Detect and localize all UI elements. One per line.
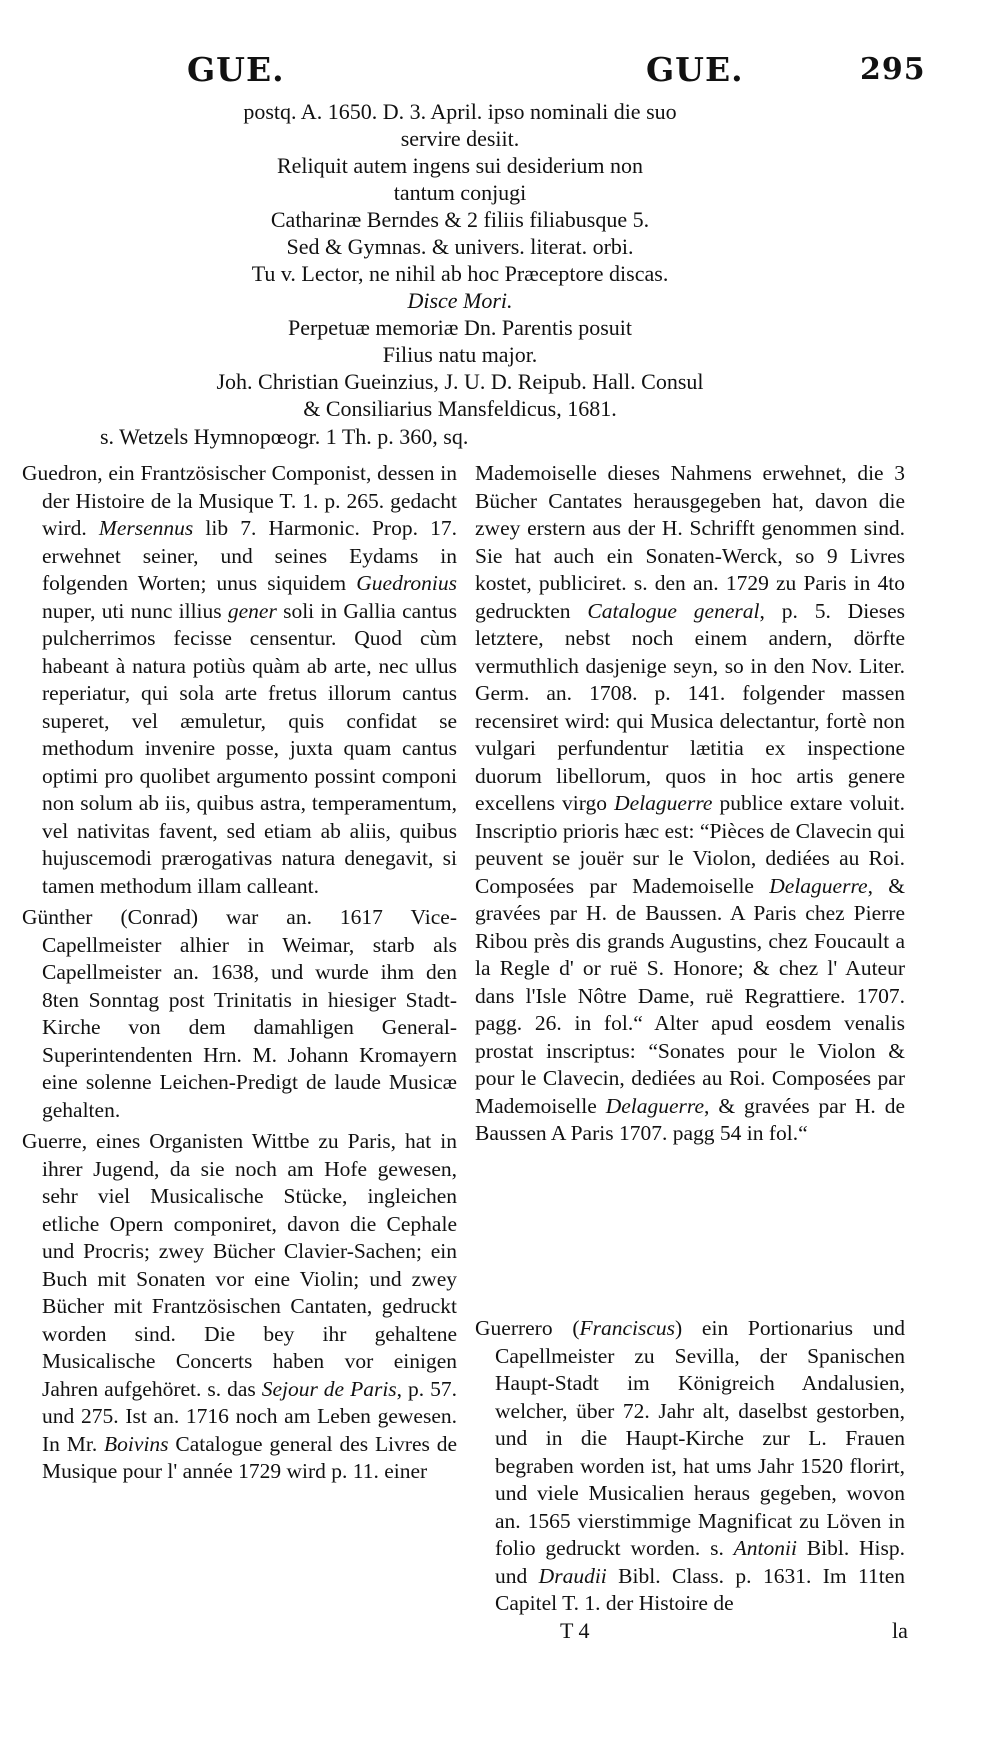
epitaph-block xyxy=(110,98,810,422)
entry-gunther xyxy=(22,904,457,1124)
epitaph-line: Perpetuæ memoriæ Dn. Parentis posuit xyxy=(287,315,633,340)
entry-text: , & gravées par H. de Baussen A Paris 1707. pagg 54 in fol.“ xyxy=(475,1093,905,1145)
entry-guerre-continued xyxy=(475,460,905,1148)
entry-guerre xyxy=(22,1128,457,1486)
entry-text: Bibl. Hisp. und xyxy=(495,1536,906,1588)
entry-text: Mademoiselle dieses Nahmens erwehnet, die 3 Bücher Cantates herausgegeben hat, davon die zwey erstern aus der H. Schrifft genommen sind. Sie hat auch ein Sonaten-Werck, so 9 Livres kostet, publiciret. s. den an. 1729 zu Paris in 4to gedruckten xyxy=(475,461,905,623)
entry-italic: Boivins xyxy=(104,1431,169,1456)
reference-line: s. Wetzels Hymnopœogr. 1 Th. p. 360, sq. xyxy=(100,424,469,449)
entry-italic: Guedronius xyxy=(356,571,457,595)
entry-text: (Conrad) war an. 1617 Vice-Capellmeister alhier in Weimar, starb als Capellmeister an. 1638, und wurde ihm den 8ten Sonntag post Trinitatis in hiesiger Stadt-Kirche von dem damahligen General-Superintendenten Hrn. M. Johann Kromayern eine solenne Leichen-Predigt de laude Musicæ gehalten. xyxy=(42,905,457,1122)
entry-italic: Mersennus xyxy=(98,516,194,540)
entry-italic: Delaguerre xyxy=(614,791,713,815)
signature-mark: T 4 xyxy=(560,1618,590,1643)
entry-guedron xyxy=(22,460,457,900)
entry-text: nuper, uti nunc illius xyxy=(42,598,228,623)
entry-text: , eines Organisten Wittbe zu Paris, hat in ihrer Jugend, da sie noch am Hofe gewesen, sehr viel Musicalische Stücke, ingleichen etliche Opern componiret, davon die Cephale und Procris; zwey Bücher Clavier-Sachen; ein Buch mit Sonaten vor eine Violin; und zwey Bücher mit Frantzösischen Cantaten, gedruckt worden sind. Die bey ihr gehaltene Musicalische Concerts haben vor einigen Jahren aufgehöret. s. das xyxy=(42,1129,457,1401)
entry-text: , p. 5. Dieses letztere, nebst noch einem andern, dörfte vermuthlich dasjenige seyn, so in den Nov. Liter. Germ. an. 1708. p. 141. folgender massen recensiret wird: qui Musica delectantur, fortè non vulgari perfundentur lætitia ex inspectione duorum libellorum, quos in hoc artis genere excellens virgo xyxy=(475,598,905,815)
epitaph-line: Catharinæ Berndes & 2 filiis filiabusque 5. xyxy=(270,207,650,232)
entry-italic: Sejour de Paris xyxy=(261,1376,397,1401)
entry-text: publice extare voluit. Inscriptio prioris hæc est: “Pièces de Clavecin qui peuvent se jouër sur le Violon, dediées au Roi. Composées par Mademoiselle xyxy=(475,791,905,898)
epitaph-line: Joh. Christian Gueinzius, J. U. D. Reipub. Hall. Consul xyxy=(216,369,704,394)
epitaph-line: & Consiliarius Mansfeldicus, 1681. xyxy=(303,396,617,421)
entry-italic: Draudii xyxy=(538,1563,607,1588)
entry-italic: Catalogue general xyxy=(587,598,760,623)
lemma-gunther: Günther xyxy=(22,905,93,929)
entry-guerrero: Guerrero (Franciscus) ein Portionarius und Capellmeister zu Sevilla, der Spanischen Haupt-Stadt im Königreich Andalusien, welcher, über 72. Jahr alt, daselbst gestorben, und in die Haupt-Kirche zur L. Frauen begraben worden ist, hat ums Jahr 1520 florirt, und viele Musicalien heraus gegeben, wovon an. 1565 vierstimmige Magnificat zu Löven in folio gedruckt worden. s. Antonii Bibl. Hisp. und Draudii Bibl. Class. p. 1631. Im 11ten Capitel T. 1. der Histoire de xyxy=(475,1316,906,1615)
epitaph-line: postq. A. 1650. D. 3. April. ipso nominali die suo xyxy=(243,99,677,124)
lemma-guerrero: Guerrero xyxy=(475,1316,553,1340)
entry-text: ein Portionarius und Capellmeister zu Sevilla, der Spanischen Haupt-Stadt im Königreich Andalusien, welcher, über 72. Jahr alt, daselbst gestorben, und in die Haupt-Kirche zur L. Frauen begraben worden ist, hat ums Jahr 1520 florirt, und viele Musicalien heraus gegeben, wovon an. 1565 vierstimmige Magnificat zu Löven in folio gedruckt worden. s. xyxy=(495,1316,905,1560)
epitaph-line: Tu v. Lector, ne nihil ab hoc Præceptore discas. xyxy=(251,261,669,286)
epitaph-line: tantum conjugi xyxy=(393,180,527,205)
lemma-guedron: Guedron xyxy=(22,461,98,485)
catchword: la xyxy=(892,1618,908,1643)
right-column xyxy=(475,460,905,1148)
entry-text: , & gravées par H. de Baussen. A Paris chez Pierre Ribou près dis grands Augustins, chez Foucault a la Regle d' or ruë S. Honore; & chez l' Auteur dans l'Isle Nôtre Dame, ruë Regrattiere. 1707. pagg. 26. in fol.“ Alter apud eosdem venalis prostat inscriptus: “Sonates pour le Violon & pour le Clavecin, dediées au Roi. Composées par Mademoiselle xyxy=(475,873,905,1118)
entry-italic: Franciscus xyxy=(579,1316,676,1340)
entry-text: Bibl. Class. p. 1631. Im 11ten Capitel T. 1. der Histoire de xyxy=(495,1563,905,1615)
epitaph-disce-mori: Disce Mori. xyxy=(407,288,513,313)
entry-italic: Antonii xyxy=(733,1536,797,1560)
entry-text: lib 7. Harmonic. Prop. 17. erwehnet seiner, und seines Eydams in folgenden Worten; unus siquidem xyxy=(42,516,457,595)
running-head-center: GUE. xyxy=(646,50,744,89)
entry-text: , p. 57. und 275. Ist an. 1716 noch am Leben gewesen. In Mr. xyxy=(42,1376,457,1456)
epitaph-line: Reliquit autem ingens sui desiderium non xyxy=(276,153,643,178)
entry-italic: gener xyxy=(227,598,277,623)
running-head-left: GUE. xyxy=(187,50,285,89)
page-number: 295 xyxy=(860,52,926,87)
left-column xyxy=(22,460,457,1486)
lemma-guerre: Guerre xyxy=(22,1129,82,1153)
entry-italic: Delaguerre xyxy=(605,1093,705,1118)
entry-italic: Delaguerre xyxy=(769,873,868,898)
epitaph-line: Filius natu major. xyxy=(382,342,538,367)
entry-text: soli in Gallia cantus pulcherrimos fecisse censentur. Quod cùm habeant à natura potiùs quàm ab arte, nec ullus reperiatur, qui sola arte fretus illorum cantus superet, vel æmuletur, quis confidat se methodum invenire posse, juxta quam cantus optimi pro quolibet argumento possint componi non solum ab iis, quibus astra, temperamentum, vel nativitas favent, sed etiam ab aliis, quibus hujuscemodi prærogativas natura denegavit, si tamen methodum illam calleant. xyxy=(42,598,458,898)
epitaph-line: servire desiit. xyxy=(400,126,520,151)
entry-text: , ein Frantzösischer Componist, dessen in der Histoire de la Musique T. 1. p. 265. gedacht wird. xyxy=(42,461,457,540)
epitaph-line: Sed & Gymnas. & univers. literat. orbi. xyxy=(286,234,634,259)
right-column-lower xyxy=(475,1315,905,1618)
entry-text: Catalogue general des Livres de Musique pour l' année 1729 wird p. 11. einer xyxy=(42,1431,458,1483)
